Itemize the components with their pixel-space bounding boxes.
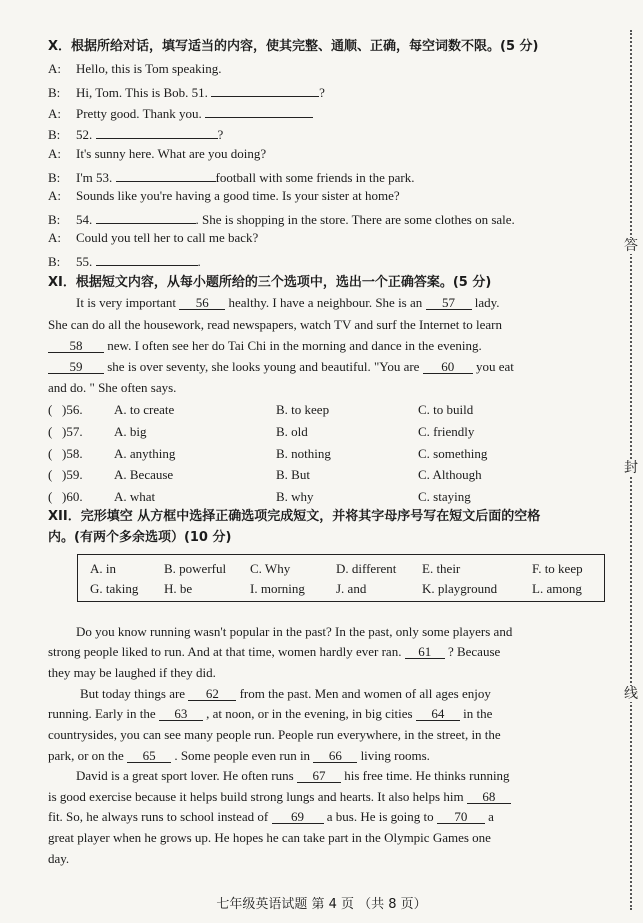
blank-68[interactable]: 68: [467, 788, 511, 804]
word-option: J. and: [336, 581, 367, 596]
p3-line-4: great player when he grows up. He hopes he can take part in the Olympic Games one: [48, 830, 491, 845]
word-option: L. among: [532, 581, 582, 596]
blank-58[interactable]: 58: [48, 337, 104, 353]
question-number: )57.: [62, 424, 83, 439]
dialog-line: [48, 123, 223, 144]
blank-56[interactable]: 56: [179, 294, 225, 310]
option-a[interactable]: A. anything: [114, 446, 176, 461]
dialog-line: [48, 208, 515, 229]
blank-57[interactable]: 57: [426, 294, 472, 310]
answer-paren[interactable]: (: [48, 489, 53, 504]
dialog-text: I'm 53.: [76, 170, 113, 185]
answer-blank[interactable]: [96, 250, 198, 266]
binding-mark-3: 线: [624, 686, 638, 702]
question-row: [48, 488, 608, 506]
dialog-line: [48, 60, 221, 78]
dialog-text-after: ?: [319, 85, 325, 100]
word-option: K. playground: [422, 581, 498, 596]
passage-line-5: and do. " She often says.: [48, 380, 177, 395]
dialog-line: [48, 102, 313, 123]
dialog-text: Sounds like you're having a good time. Is your sister at home?: [76, 188, 400, 203]
answer-blank[interactable]: [205, 102, 313, 118]
blank-64[interactable]: 64: [416, 705, 460, 721]
question-row: [48, 466, 608, 484]
blank-70[interactable]: 70: [437, 808, 485, 824]
option-a[interactable]: A. Because: [114, 467, 174, 482]
p3-line-3: fit. So, he always runs to school instead of 69 a bus. He is going to 70 a: [48, 809, 494, 824]
p2-line-1: But today things are 62 from the past. Men and women of all ages enjoy: [80, 686, 491, 701]
word-option: A. in: [90, 561, 116, 576]
blank-65[interactable]: 65: [127, 747, 171, 763]
blank-59[interactable]: 59: [48, 358, 104, 374]
option-b[interactable]: B. why: [276, 489, 314, 504]
p1-line-3: they may be laughed if they did.: [48, 665, 216, 680]
speaker-label: A:: [48, 61, 61, 76]
answer-blank[interactable]: [96, 208, 196, 224]
binding-mark-1: 答: [624, 238, 638, 254]
option-b[interactable]: B. But: [276, 467, 310, 482]
answer-paren[interactable]: (: [48, 402, 53, 417]
p3-line-1: David is a great sport lover. He often runs 67 his free time. He thinks running: [76, 768, 510, 783]
section-12-title-2: 内。(有两个多余选项）(10 分): [48, 530, 232, 545]
dialog-line: [48, 81, 325, 102]
section-10-title: X．根据所给对话，填写适当的内容，使其完整、通顺、正确，每空词数不限。(5 分): [48, 39, 539, 54]
p3-line-2: is good exercise because it helps build strong lungs and hearts. It also helps him 68: [48, 788, 511, 806]
dialog-text: 54.: [76, 212, 93, 227]
speaker-label: A:: [48, 106, 61, 121]
question-row: [48, 445, 608, 463]
section-12-title-1: XII．完形填空 从方框中选择正确选项完成短文，并将其字母序号写在短文后面的空格: [48, 509, 541, 524]
page-footer: 七年级英语试题 第 4 页 （共 8 页）: [216, 897, 427, 912]
answer-paren[interactable]: (: [48, 446, 53, 461]
passage-line-1: It is very important 56 healthy. I have a neighbour. She is an 57 lady.: [76, 295, 500, 310]
word-option: F. to keep: [532, 561, 583, 576]
p1-line-2: strong people liked to run. And at that time, women hardly ever ran. 61 ? Because: [48, 644, 501, 659]
dialog-text-after: football with some friends in the park.: [215, 170, 415, 185]
option-a[interactable]: A. what: [114, 489, 156, 504]
question-number: )59.: [62, 467, 83, 482]
word-option: I. morning: [250, 581, 305, 596]
answer-blank[interactable]: [96, 123, 218, 139]
option-c[interactable]: C. something: [418, 446, 488, 461]
word-option: G. taking: [90, 581, 139, 596]
speaker-label: B:: [48, 254, 61, 269]
p2-line-2: running. Early in the 63 , at noon, or in the evening, in big cities 64 in the: [48, 706, 493, 721]
answer-paren[interactable]: (: [48, 467, 53, 482]
dialog-line: [48, 187, 400, 205]
blank-67[interactable]: 67: [297, 767, 341, 783]
option-b[interactable]: B. nothing: [276, 446, 331, 461]
word-box: [77, 554, 605, 602]
word-option: B. powerful: [164, 561, 227, 576]
option-c[interactable]: C. Although: [418, 467, 482, 482]
answer-blank[interactable]: [116, 166, 216, 182]
option-c[interactable]: C. staying: [418, 489, 471, 504]
section-11-title: XI．根据短文内容，从每小题所给的三个选项中，选出一个正确答案。(5 分): [48, 275, 492, 290]
speaker-label: A:: [48, 188, 61, 203]
speaker-label: A:: [48, 146, 61, 161]
speaker-label: B:: [48, 170, 61, 185]
binding-mark-2: 封: [624, 460, 638, 476]
question-row: [48, 401, 608, 419]
question-number: )58.: [62, 446, 83, 461]
p2-line-3: countrysides, you can see many people run. People run everywhere, in the street, in the: [48, 727, 501, 742]
passage-line-4: 59 she is over seventy, she looks young and beautiful. "You are 60 you eat: [48, 358, 514, 376]
dialog-text-after: . She is shopping in the store. There are some clothes on sale.: [195, 212, 515, 227]
dialog-line: [48, 166, 414, 187]
option-b[interactable]: B. to keep: [276, 402, 330, 417]
question-number: )60.: [62, 489, 83, 504]
option-b[interactable]: B. old: [276, 424, 308, 439]
option-a[interactable]: A. big: [114, 424, 147, 439]
question-number: )56.: [62, 402, 83, 417]
p3-line-5: day.: [48, 851, 70, 866]
option-c[interactable]: C. friendly: [418, 424, 475, 439]
blank-66[interactable]: 66: [313, 747, 357, 763]
dialog-text: Hi, Tom. This is Bob. 51.: [76, 85, 208, 100]
speaker-label: A:: [48, 230, 61, 245]
dialog-text: Pretty good. Thank you.: [76, 106, 202, 121]
dialog-line: [48, 145, 266, 163]
dialog-line: [48, 229, 258, 247]
dialog-text-after: .: [197, 254, 201, 269]
word-option: C. Why: [250, 561, 291, 576]
dialog-text: 52.: [76, 127, 93, 142]
dialog-text: Could you tell her to call me back?: [76, 230, 259, 245]
word-option: E. their: [422, 561, 461, 576]
option-c[interactable]: C. to build: [418, 402, 474, 417]
dialog-text: Hello, this is Tom speaking.: [76, 61, 222, 76]
dialog-text: 55.: [76, 254, 93, 269]
p2-line-4: park, or on the 65 . Some people even run in 66 living rooms.: [48, 748, 430, 763]
option-a[interactable]: A. to create: [114, 402, 175, 417]
passage-line-2: She can do all the housework, read newspapers, watch TV and surf the Internet to learn: [48, 317, 503, 332]
dialog-line: [48, 250, 201, 271]
question-row: [48, 423, 608, 441]
blank-63[interactable]: 63: [159, 705, 203, 721]
speaker-label: B:: [48, 127, 61, 142]
speaker-label: B:: [48, 85, 61, 100]
blank-69[interactable]: 69: [272, 808, 324, 824]
blank-62[interactable]: 62: [188, 685, 236, 701]
passage-line-3: 58 new. I often see her do Tai Chi in the morning and dance in the evening.: [48, 337, 482, 355]
word-option: H. be: [164, 581, 193, 596]
p1-line-1: Do you know running wasn't popular in the past? In the past, only some players and: [76, 624, 513, 639]
dialog-text-after: ?: [217, 127, 224, 142]
blank-61[interactable]: 61: [405, 643, 445, 659]
answer-blank[interactable]: [211, 81, 319, 97]
blank-60[interactable]: 60: [423, 358, 473, 374]
answer-paren[interactable]: (: [48, 424, 53, 439]
speaker-label: B:: [48, 212, 61, 227]
dialog-text: It's sunny here. What are you doing?: [76, 146, 267, 161]
word-option: D. different: [336, 561, 397, 576]
